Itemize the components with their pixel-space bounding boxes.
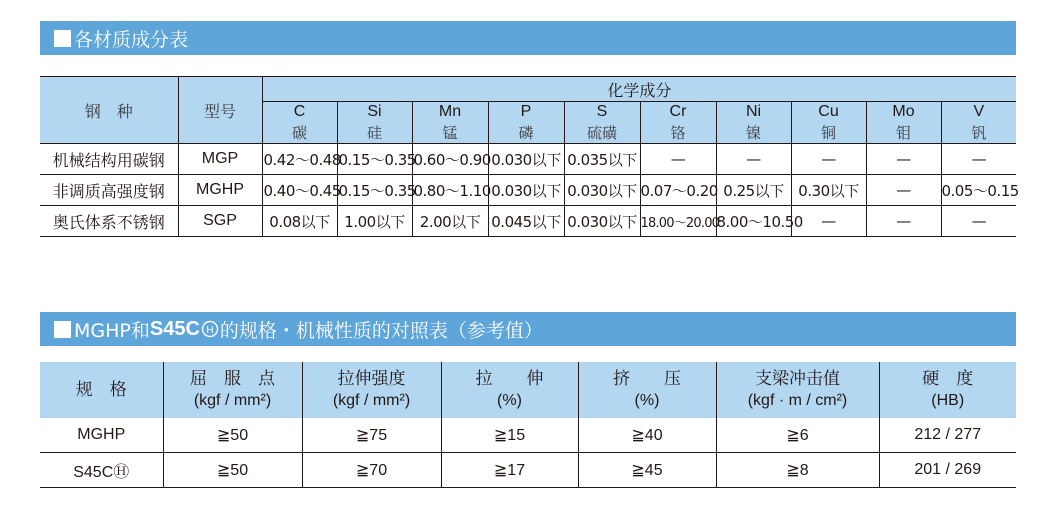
header-property (163, 362, 302, 418)
composition-value-cell: — (866, 206, 941, 237)
square-bullet-icon (54, 321, 71, 338)
header-element-name: 碳 (262, 122, 337, 144)
composition-value-cell: 0.030以下 (488, 144, 564, 175)
section1-title: 各材质成分表 (74, 28, 189, 51)
table-row (40, 175, 1016, 206)
section2-title-bold: S45C (149, 317, 200, 340)
composition-value-cell: 0.035以下 (564, 144, 640, 175)
property-value-cell: ≧50 (163, 418, 302, 453)
header-element-symbol: P (488, 102, 564, 123)
circled-h-mark-icon (201, 320, 219, 338)
header-property-unit: (kgf / mm²) (193, 392, 272, 409)
composition-value-cell: 0.15～0.35 (337, 175, 412, 206)
composition-value-cell: 0.42～0.48 (262, 144, 337, 175)
composition-value-cell: 0.30以下 (791, 175, 866, 206)
section1-title-bar (40, 21, 1016, 55)
composition-value-cell: 0.60～0.90 (412, 144, 488, 175)
header-property (302, 362, 441, 418)
section2-title-bar (40, 312, 1016, 346)
composition-value-cell: 0.045以下 (488, 206, 564, 237)
header-element-name: 钼 (866, 122, 941, 144)
property-value-cell: ≧6 (716, 418, 879, 453)
mechanical-properties-table (40, 362, 1016, 488)
composition-value-cell: — (866, 175, 941, 206)
header-property (578, 362, 716, 418)
composition-value-cell: 1.00以下 (337, 206, 412, 237)
composition-value-cell: 0.030以下 (564, 206, 640, 237)
header-property-label: 屈 服 点 (190, 369, 275, 389)
table-row (40, 144, 1016, 175)
property-value-cell: ≧17 (441, 453, 578, 488)
section2-title-mark: H (206, 325, 214, 336)
spec-name-cell: S45CⒽ (40, 453, 163, 488)
property-value-cell: ≧40 (578, 418, 716, 453)
header-chemical-composition: 化学成分 (262, 77, 1016, 102)
composition-value-cell: 0.80～1.10 (412, 175, 488, 206)
header-element-name: 镍 (716, 122, 791, 144)
composition-value-cell: 2.00以下 (412, 206, 488, 237)
steel-type-cell: 机械结构用碳钢 (40, 144, 178, 175)
header-model: 型号 (178, 77, 262, 144)
header-element-symbol: Cr (640, 102, 716, 123)
header-property-unit: (%) (634, 392, 660, 409)
composition-value-cell: 0.05～0.15 (941, 175, 1016, 206)
header-element-name: 铜 (791, 122, 866, 144)
header-property-unit: (%) (497, 392, 522, 409)
composition-value-cell: — (640, 144, 716, 175)
section2-title-prefix: MGHP和 (74, 319, 150, 342)
composition-value-cell: — (791, 144, 866, 175)
model-cell: MGHP (178, 175, 262, 206)
header-property-label: 拉伸强度 (337, 369, 406, 389)
composition-value-cell: 8.00～10.50 (716, 206, 791, 237)
table-row (40, 453, 1016, 488)
composition-value-cell: 0.07～0.20 (640, 175, 716, 206)
steel-type-cell: 非调质高强度钢 (40, 175, 178, 206)
composition-value-cell: — (866, 144, 941, 175)
header-property-label: 挤 压 (613, 369, 681, 389)
header-property-label: 规 格 (75, 380, 127, 400)
composition-value-cell: 0.15～0.35 (337, 144, 412, 175)
header-element-symbol: Mn (412, 102, 488, 123)
property-value-cell: ≧45 (578, 453, 716, 488)
property-value-cell: ≧15 (441, 418, 578, 453)
composition-value-cell: — (941, 206, 1016, 237)
composition-value-cell: 0.40～0.45 (262, 175, 337, 206)
property-value-cell: 201 / 269 (879, 453, 1016, 488)
property-value-cell: 212 / 277 (879, 418, 1016, 453)
composition-value-cell: 0.08以下 (262, 206, 337, 237)
header-element-symbol: Mo (866, 102, 941, 123)
composition-value-cell: — (716, 144, 791, 175)
composition-value-cell: — (941, 144, 1016, 175)
section2-title-suffix: 的规格・机械性质的对照表（参考值） (219, 319, 543, 342)
header-element-name: 钒 (941, 122, 1016, 144)
spec-name-cell: MGHP (77, 426, 126, 443)
model-cell: SGP (178, 206, 262, 237)
property-value-cell: ≧8 (716, 453, 879, 488)
header-element-symbol: S (564, 102, 640, 123)
property-value-cell: ≧75 (302, 418, 441, 453)
composition-value-cell: 0.030以下 (488, 175, 564, 206)
header-property-label: 硬 度 (922, 369, 974, 389)
header-element-name: 锰 (412, 122, 488, 144)
header-property (441, 362, 578, 418)
header-element-symbol: Si (337, 102, 412, 123)
header-property-label: 支梁冲击值 (755, 369, 840, 389)
steel-type-cell: 奥氏体系不锈钢 (40, 206, 178, 237)
header-element-name: 硫磺 (564, 122, 640, 144)
header-steel-type: 钢 种 (40, 77, 178, 144)
header-element-name: 硅 (337, 122, 412, 144)
header-property (40, 362, 163, 418)
property-value-cell: ≧50 (163, 453, 302, 488)
header-element-symbol: C (262, 102, 337, 123)
table-row (40, 206, 1016, 237)
header-property-unit: (HB) (931, 392, 965, 409)
composition-value-cell: 18.00～20.00 (640, 206, 716, 237)
model-cell: MGP (178, 144, 262, 175)
header-element-symbol: V (941, 102, 1016, 123)
header-property-label: 拉 伸 (475, 369, 544, 389)
header-property (716, 362, 879, 418)
property-value-cell: ≧70 (302, 453, 441, 488)
header-element-symbol: Cu (791, 102, 866, 123)
header-element-name: 磷 (488, 122, 564, 144)
composition-value-cell: 0.030以下 (564, 175, 640, 206)
header-element-symbol: Ni (716, 102, 791, 123)
table-row (40, 418, 1016, 453)
header-element-name: 铬 (640, 122, 716, 144)
composition-value-cell: 0.25以下 (716, 175, 791, 206)
composition-value-cell: — (791, 206, 866, 237)
header-property (879, 362, 1016, 418)
composition-table (40, 76, 1019, 237)
header-property-unit: (kgf / mm²) (332, 392, 411, 409)
square-bullet-icon (54, 30, 71, 47)
header-property-unit: (kgf · m / cm²) (747, 392, 848, 409)
